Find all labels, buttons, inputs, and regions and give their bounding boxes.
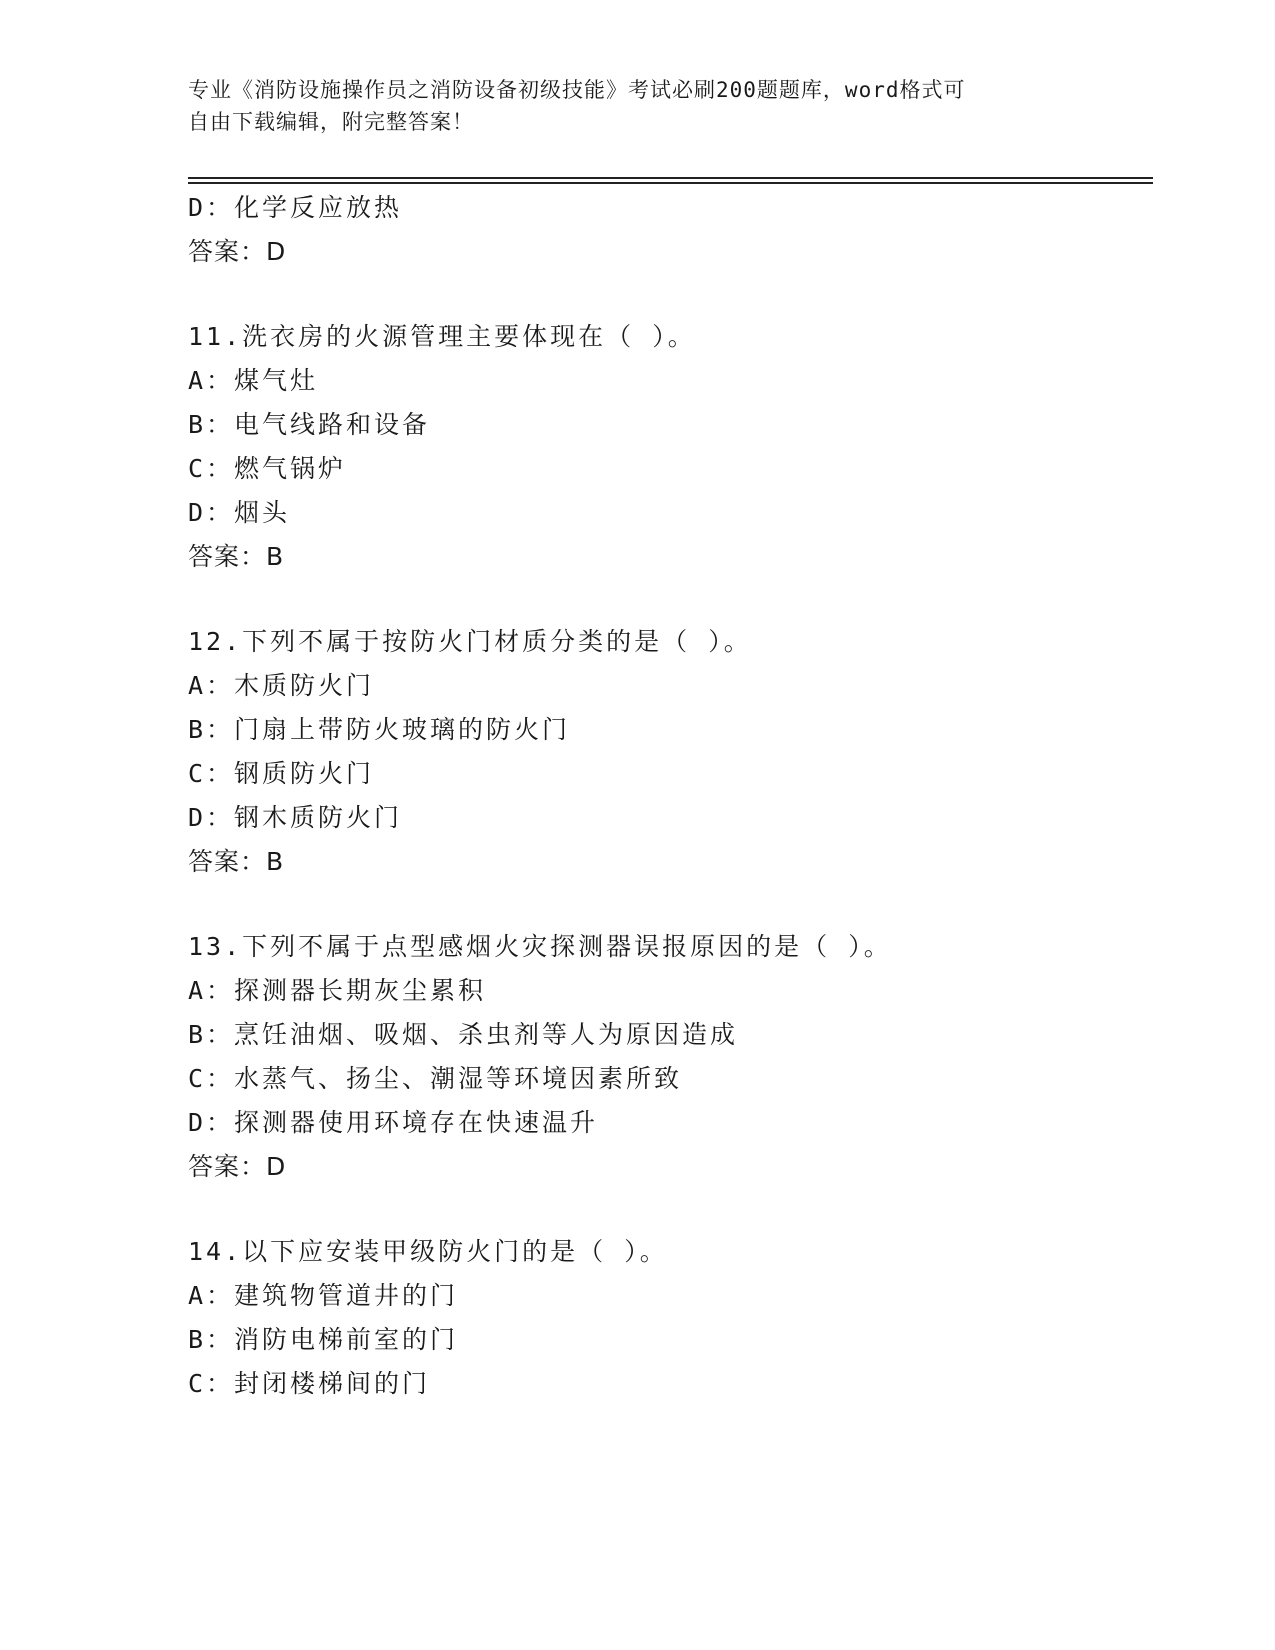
question-14-option-a: A：建筑物管道井的门 xyxy=(188,1281,459,1310)
prev-option-d: D：化学反应放热 xyxy=(188,193,403,222)
question-14-stem: 14.以下应安装甲级防火门的是（ ）。 xyxy=(188,1237,668,1266)
question-13-option-c: C：水蒸气、扬尘、潮湿等环境因素所致 xyxy=(188,1064,683,1093)
document-header xyxy=(188,74,1088,138)
question-11-option-d: D：烟头 xyxy=(188,498,291,527)
question-11-option-a: A：煤气灶 xyxy=(188,366,319,395)
header-line-2: 自由下载编辑，附完整答案！ xyxy=(188,110,474,134)
question-11-option-b: B：电气线路和设备 xyxy=(188,410,431,439)
header-divider-top xyxy=(188,177,1153,179)
question-13-option-d: D：探测器使用环境存在快速温升 xyxy=(188,1108,599,1137)
question-12-option-a: A：木质防火门 xyxy=(188,671,375,700)
question-14-option-b: B：消防电梯前室的门 xyxy=(188,1325,459,1354)
question-11-stem: 11.洗衣房的火源管理主要体现在（ ）。 xyxy=(188,322,696,351)
prev-answer: 答案：D xyxy=(188,237,287,266)
question-13-option-b: B：烹饪油烟、吸烟、杀虫剂等人为原因造成 xyxy=(188,1020,739,1049)
question-12-option-c: C：钢质防火门 xyxy=(188,759,375,788)
question-11-option-c: C：燃气锅炉 xyxy=(188,454,347,483)
question-13-stem: 13.下列不属于点型感烟火灾探测器误报原因的是（ ）。 xyxy=(188,932,892,961)
header-divider-bottom xyxy=(188,182,1153,184)
question-13-option-a: A：探测器长期灰尘累积 xyxy=(188,976,487,1005)
header-line-1: 专业《消防设施操作员之消防设备初级技能》考试必刷200题题库，word格式可 xyxy=(188,78,966,102)
question-12-answer: 答案：B xyxy=(188,847,285,876)
question-12-option-b: B：门扇上带防火玻璃的防火门 xyxy=(188,715,571,744)
question-12-stem: 12.下列不属于按防火门材质分类的是（ ）。 xyxy=(188,627,752,656)
question-14-option-c: C：封闭楼梯间的门 xyxy=(188,1369,431,1398)
question-12-option-d: D：钢木质防火门 xyxy=(188,803,403,832)
question-13-answer: 答案：D xyxy=(188,1152,287,1181)
question-11-answer: 答案：B xyxy=(188,542,285,571)
